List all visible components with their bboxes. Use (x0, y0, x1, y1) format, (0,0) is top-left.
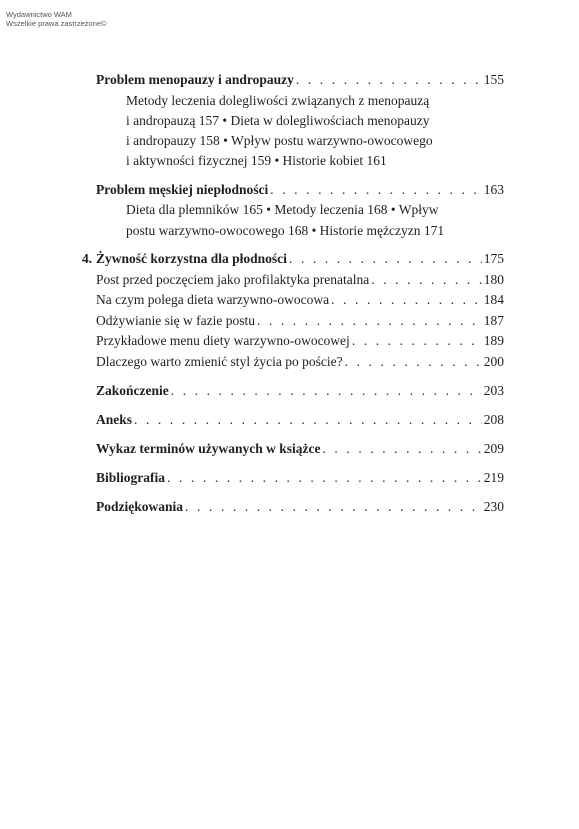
toc-page-number: 175 (483, 250, 504, 266)
chapter-number: 4. (82, 250, 93, 266)
toc-entry-menopause[interactable] (82, 70, 504, 91)
dot-leader (257, 311, 482, 332)
dot-leader (185, 497, 482, 518)
toc-entry-title: Na czym polega dieta warzywno-owocowa (96, 292, 330, 308)
toc-page-number: 180 (483, 271, 504, 287)
toc-entry[interactable] (82, 290, 504, 311)
subtopic-line: Metody leczenia dolegliwości związanych z menopauzą (126, 92, 430, 108)
toc-subtopics-infertility (82, 200, 504, 241)
toc-page-number: 219 (483, 470, 504, 486)
toc-entry-title: Przykładowe menu diety warzywno-owocowej (96, 333, 350, 349)
toc-page-number: 208 (483, 412, 504, 428)
toc-entry-conclusion[interactable] (82, 381, 504, 402)
toc-entry[interactable] (82, 270, 504, 291)
toc-entry-bibliography[interactable] (82, 468, 504, 489)
toc-entry[interactable] (82, 311, 504, 332)
toc-entry-title: Odżywianie się w fazie postu (96, 312, 255, 328)
toc-entry-glossary[interactable] (82, 439, 504, 460)
subtopic-line: i aktywności fizycznej 159 • Historie kobiet 161 (126, 153, 387, 169)
toc-entry-title: Problem menopauzy i andropauzy (96, 72, 294, 87)
toc-page-number: 200 (483, 353, 504, 369)
toc-page-number: 187 (483, 312, 504, 328)
dot-leader (289, 249, 482, 270)
toc-page-number: 189 (483, 333, 504, 349)
watermark-publisher: Wydawnictwo WAM (6, 10, 72, 19)
subtopic-line: i andropauzą 157 • Dieta w dolegliwościach menopauzy (126, 112, 430, 128)
toc-entry-title: Aneks (96, 412, 133, 428)
toc-entry-appendix[interactable] (82, 410, 504, 431)
subtopic-line: i andropauzy 158 • Wpływ postu warzywno-owocowego (126, 133, 433, 149)
dot-leader (345, 352, 482, 373)
table-of-contents (82, 70, 504, 518)
toc-entry-infertility[interactable] (82, 180, 504, 201)
toc-page-number: 163 (483, 181, 504, 197)
dot-leader (331, 290, 482, 311)
watermark-copyright: Wszelkie prawa zastrzeżone© (6, 19, 107, 28)
toc-entry[interactable] (82, 352, 504, 373)
subtopic-line: postu warzywno-owocowego 168 • Historie mężczyzn 171 (126, 222, 445, 238)
chapter-title: Żywność korzystna dla płodności (96, 250, 287, 266)
dot-leader (322, 439, 481, 460)
dot-leader (171, 381, 482, 402)
toc-entry[interactable] (82, 331, 504, 352)
toc-page-number: 184 (483, 292, 504, 308)
toc-page-number: 230 (483, 499, 504, 515)
dot-leader (296, 70, 482, 91)
dot-leader (134, 410, 482, 431)
dot-leader (167, 468, 482, 489)
toc-subtopics-menopause (82, 91, 504, 172)
toc-entry-title: Dlaczego warto zmienić styl życia po poście? (96, 353, 343, 369)
toc-page-number: 209 (483, 441, 504, 457)
subtopic-line: Dieta dla plemników 165 • Metody leczenia 168 • Wpływ (126, 202, 439, 218)
toc-chapter-4[interactable] (82, 249, 504, 270)
toc-entry-title: Post przed poczęciem jako profilaktyka prenatalna (96, 271, 370, 287)
dot-leader (270, 180, 481, 201)
toc-page-number: 155 (483, 72, 504, 87)
toc-entry-title: Wykaz terminów używanych w książce (96, 441, 321, 457)
dot-leader (352, 331, 482, 352)
toc-entry-acknowledgements[interactable] (82, 497, 504, 518)
publisher-watermark (6, 10, 107, 28)
toc-entry-title: Problem męskiej niepłodności (96, 181, 269, 197)
toc-page-number: 203 (483, 383, 504, 399)
dot-leader (371, 270, 481, 291)
toc-entry-title: Zakończenie (96, 383, 169, 399)
toc-entry-title: Podziękowania (96, 499, 184, 515)
toc-entry-title: Bibliografia (96, 470, 166, 486)
